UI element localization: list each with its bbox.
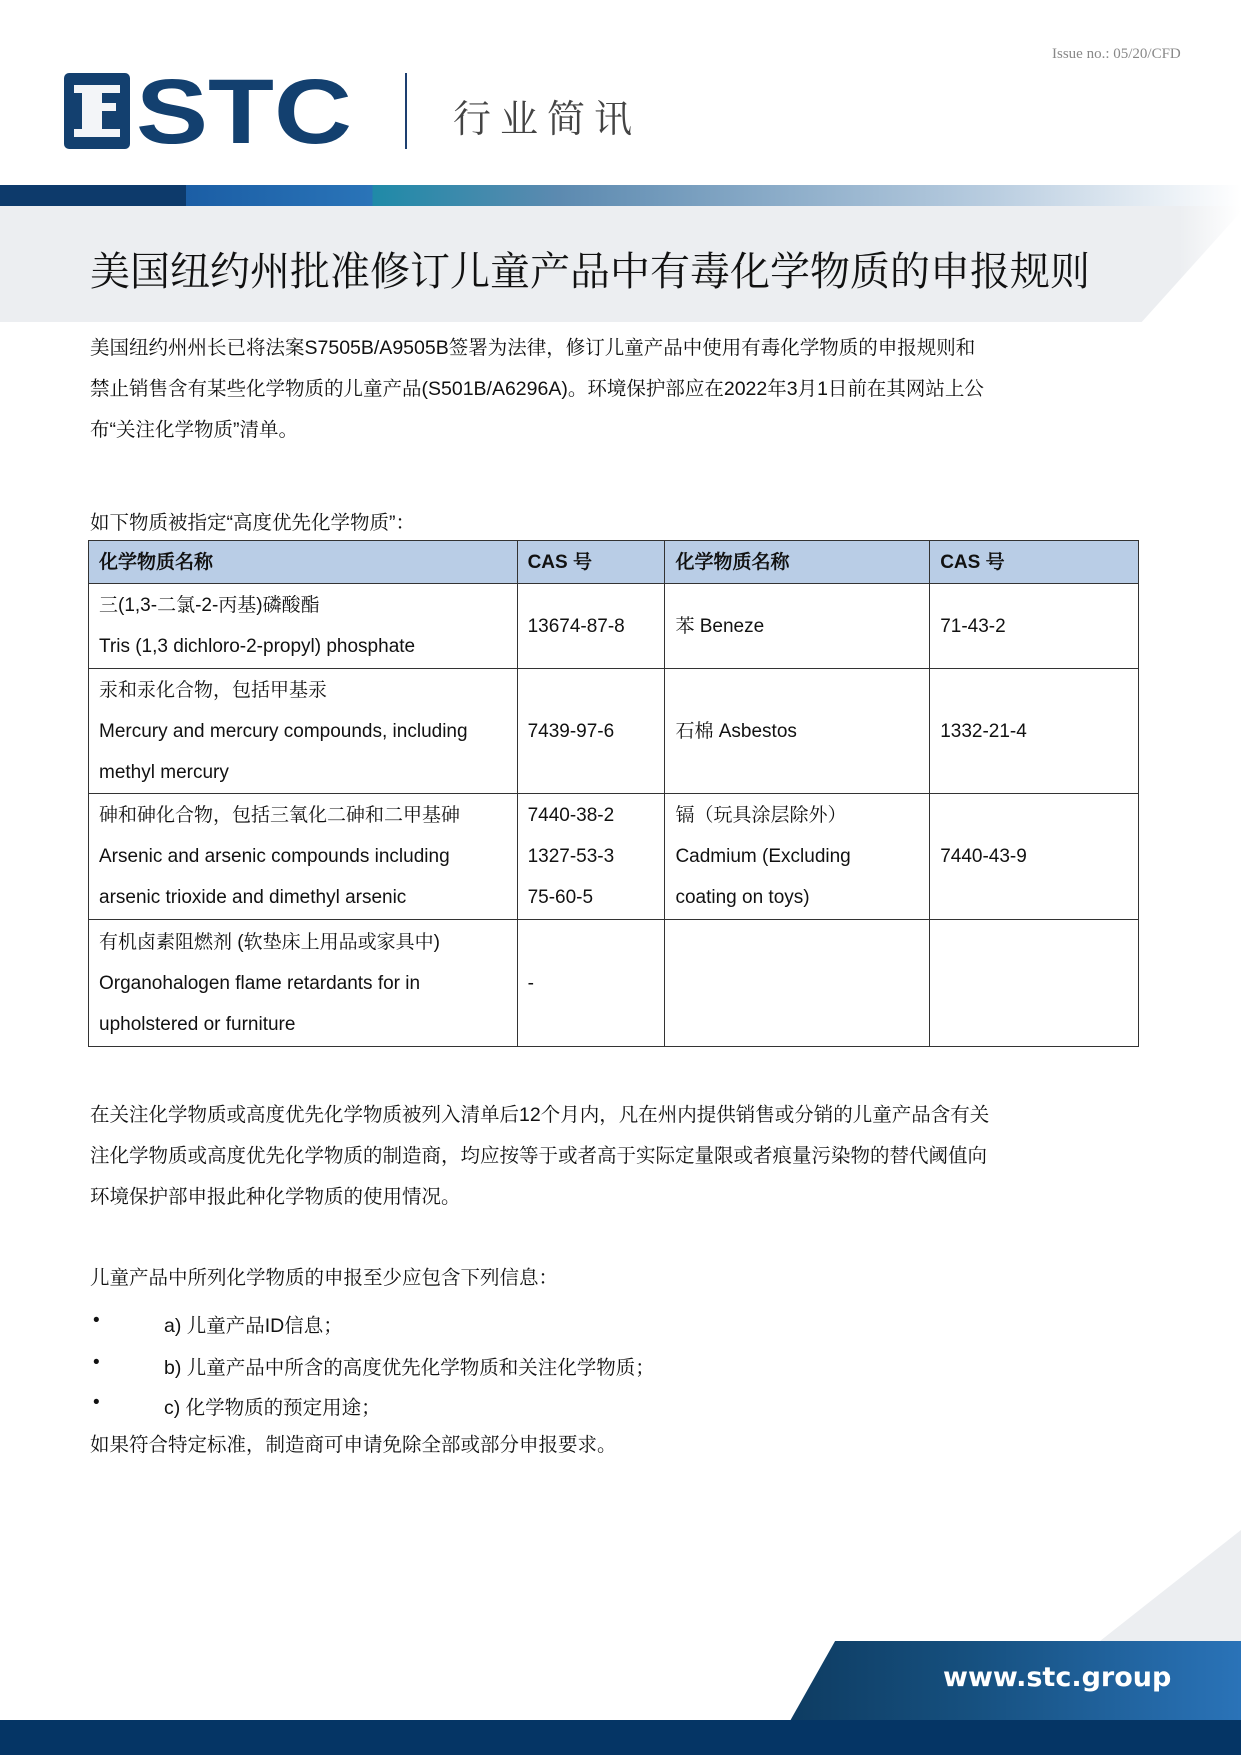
intro-line: 美国纽约州州长已将法案S7505B/A9505B签署为法律，修订儿童产品中使用有毒化学物质的申报规则和 bbox=[90, 337, 976, 359]
closing-line: 如果符合特定标准，制造商可申请免除全部或部分申报要求。 bbox=[90, 1434, 617, 1456]
cell-line: upholstered or furniture bbox=[99, 1013, 296, 1035]
column-header: CAS 号 bbox=[930, 541, 1139, 584]
cas-number-cell bbox=[930, 794, 1139, 920]
cas-number-cell bbox=[930, 669, 1139, 794]
cas-number-cell bbox=[930, 920, 1139, 1047]
cell-line: 苯 Beneze bbox=[675, 615, 765, 637]
svg-text:STC: STC bbox=[136, 73, 352, 149]
cell-line: 有机卤素阻燃剂 (软垫床上用品或家具中) bbox=[99, 931, 440, 953]
list-item: c) 化学物质的预定用途； bbox=[164, 1397, 381, 1419]
intro-paragraph bbox=[90, 328, 984, 451]
column-header: CAS 号 bbox=[517, 541, 665, 584]
cell-line: methyl mercury bbox=[99, 761, 229, 783]
cell-line: Cadmium (Excluding bbox=[675, 846, 851, 867]
header-divider bbox=[405, 73, 407, 149]
header-stripe bbox=[0, 185, 1241, 206]
paragraph-line: 环境保护部申报此种化学物质的使用情况。 bbox=[90, 1186, 461, 1208]
stc-logo bbox=[64, 73, 354, 149]
list-item: a) 儿童产品ID信息； bbox=[164, 1315, 343, 1337]
cas-number-cell bbox=[517, 669, 665, 794]
footer-bar bbox=[0, 1720, 1241, 1755]
chemical-name-cell bbox=[89, 584, 518, 669]
cell-line: - bbox=[527, 972, 534, 994]
cas-number-cell bbox=[517, 794, 665, 920]
page-title: 美国纽约州批准修订儿童产品中有毒化学物质的申报规则 bbox=[90, 250, 1090, 294]
cell-line: 石棉 Asbestos bbox=[675, 720, 797, 742]
chemical-name-cell bbox=[665, 669, 930, 794]
bullet-icon: • bbox=[93, 1392, 100, 1413]
chemical-name-cell bbox=[665, 794, 930, 920]
paragraph-line: 在关注化学物质或高度优先化学物质被列入清单后12个月内，凡在州内提供销售或分销的儿童产品含有关 bbox=[90, 1104, 990, 1126]
table-header-row bbox=[89, 541, 1139, 584]
cell-line: 砷和砷化合物，包括三氧化二砷和二甲基砷 bbox=[99, 805, 461, 826]
table-intro: 如下物质被指定“高度优先化学物质”： bbox=[90, 512, 415, 534]
table-row bbox=[89, 584, 1139, 669]
table-row bbox=[89, 669, 1139, 794]
intro-line: 禁止销售含有某些化学物质的儿童产品(S501B/A6296A)。环境保护部应在2022年3月1日前在其网站上公 bbox=[90, 378, 984, 400]
cas-number-cell bbox=[930, 584, 1139, 669]
list-intro: 儿童产品中所列化学物质的申报至少应包含下列信息： bbox=[90, 1267, 559, 1289]
cas-number-cell bbox=[517, 584, 665, 669]
cell-line: 1332-21-4 bbox=[940, 720, 1027, 742]
cell-line: arsenic trioxide and dimethyl arsenic bbox=[99, 887, 407, 908]
intro-line: 布“关注化学物质”清单。 bbox=[90, 419, 298, 441]
cell-line: Organohalogen flame retardants for in bbox=[99, 972, 421, 994]
cell-line: 7439-97-6 bbox=[527, 720, 615, 742]
newsletter-subtitle: 行业简讯 bbox=[453, 99, 642, 141]
cell-line: 1327-53-3 bbox=[527, 846, 615, 867]
cell-line: 13674-87-8 bbox=[527, 615, 625, 637]
cell-line: 75-60-5 bbox=[527, 887, 594, 908]
paragraph-line: 注化学物质或高度优先化学物质的制造商，均应按等于或者高于实际定量限或者痕量污染物的替代阈值向 bbox=[90, 1145, 988, 1167]
chemical-name-cell bbox=[665, 920, 930, 1047]
issue-number: Issue no.: 05/20/CFD bbox=[1052, 46, 1181, 62]
chemical-name-cell bbox=[89, 669, 518, 794]
cell-line: Tris (1,3 dichloro-2-propyl) phosphate bbox=[99, 636, 416, 657]
cell-line: coating on toys) bbox=[675, 887, 810, 908]
bullet-icon: • bbox=[93, 1310, 100, 1331]
list-item: b) 儿童产品中所含的高度优先化学物质和关注化学物质； bbox=[164, 1357, 655, 1379]
cell-line: 镉（玩具涂层除外） bbox=[675, 805, 847, 826]
cell-line: 71-43-2 bbox=[940, 615, 1006, 637]
column-header: 化学物质名称 bbox=[665, 541, 930, 584]
bullet-icon: • bbox=[93, 1352, 100, 1373]
chemical-name-cell bbox=[89, 920, 518, 1047]
chemical-name-cell bbox=[665, 584, 930, 669]
cas-number-cell bbox=[517, 920, 665, 1047]
cell-line: 7440-38-2 bbox=[527, 805, 615, 826]
column-header: 化学物质名称 bbox=[89, 541, 518, 584]
reporting-paragraph bbox=[90, 1095, 989, 1218]
chemical-name-cell bbox=[89, 794, 518, 920]
footer-decoration bbox=[1100, 1530, 1241, 1641]
cell-line: 汞和汞化合物，包括甲基汞 bbox=[99, 679, 328, 701]
table-row bbox=[89, 794, 1139, 920]
cell-line: Mercury and mercury compounds, including bbox=[99, 720, 468, 742]
table-row bbox=[89, 920, 1139, 1047]
cell-line: 三(1,3-二氯-2-丙基)磷酸酯 bbox=[99, 595, 320, 616]
website-link[interactable]: www.stc.group bbox=[943, 1662, 1172, 1693]
cell-line: Arsenic and arsenic compounds including bbox=[99, 846, 450, 867]
cell-line: 7440-43-9 bbox=[940, 846, 1027, 867]
chemicals-table bbox=[88, 540, 1139, 1047]
